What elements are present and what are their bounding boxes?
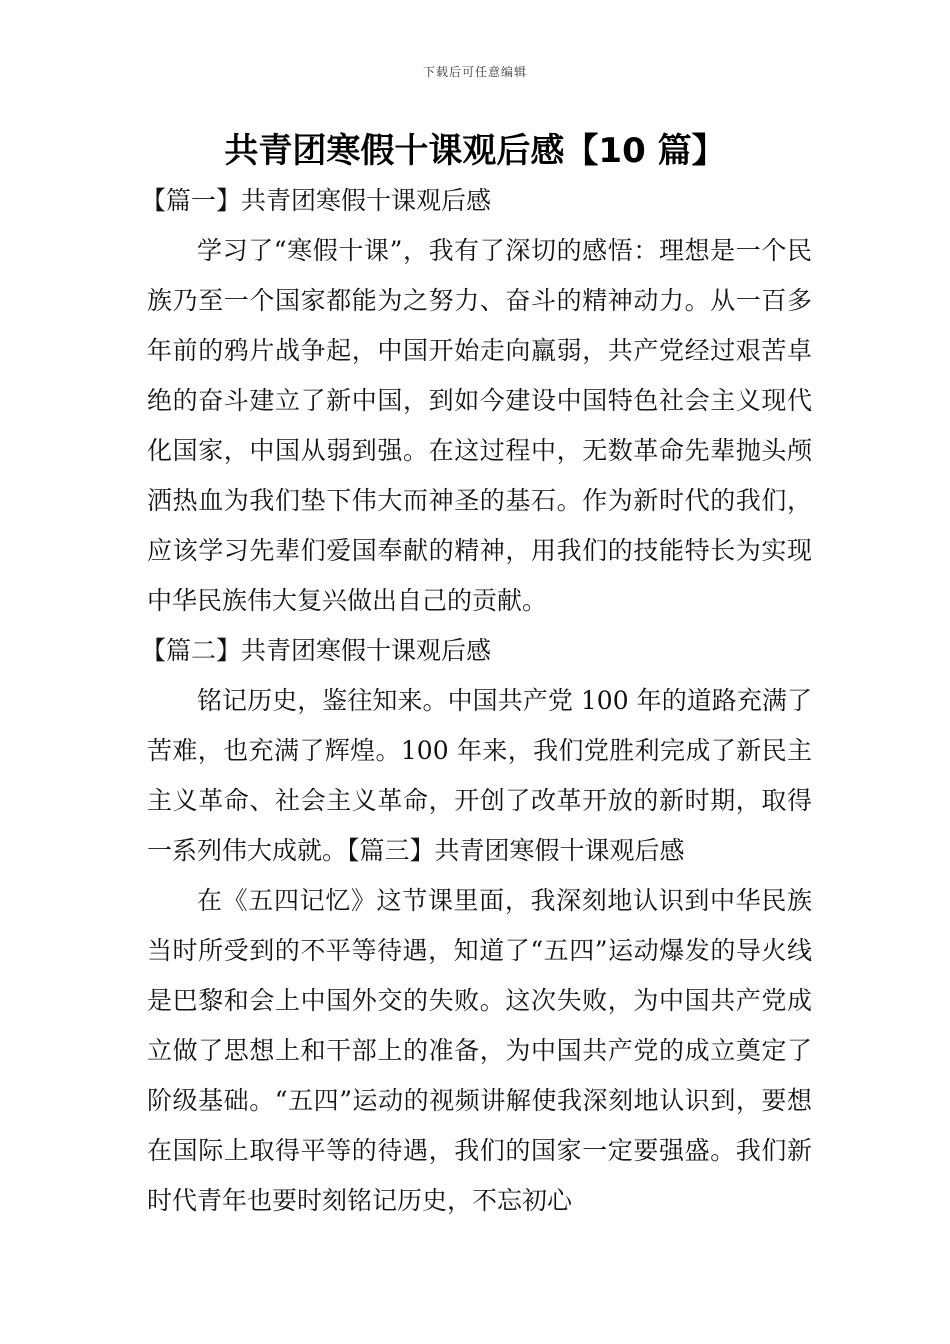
document-body (141, 176, 812, 1226)
section-heading-2: 【篇二】共青团寒假十课观后感 (141, 636, 492, 665)
header-note: 下载后可任意编辑 (422, 65, 527, 79)
section-body-1: 学习了“寒假十课”，我有了深切的感悟：理想是一个民族乃至一个国家都能为之努力、奋斗的精神动力。从一百多年前的鸦片战争起，中国开始走向羸弱，共产党经过艰苦卓绝的奋斗建立了新中国，到如今建设中国特色社会主义现代化国家，中国从弱到强。在这过程中，无数革命先辈抛头颅洒热血为我们垫下伟大而神圣的基石。作为新时代的我们，应该学习先辈们爱国奉献的精神，用我们的技能特长为实现中华民族伟大复兴做出自己的贡献。 (147, 236, 812, 615)
section-body-2-text: 铭记历史，鉴往知来。中国共产党 100 年的道路充满了苦难，也充满了辉煌。100 年来，我们党胜利完成了新民主主义革命、社会主义革命，开创了改革开放的新时期，取得一系列伟大成就。 (147, 686, 812, 865)
section-heading-3: 【篇三】共青团寒假十课观后感 (347, 836, 685, 865)
section-body-2 (147, 676, 812, 876)
section-heading-1: 【篇一】共青团寒假十课观后感 (141, 186, 492, 215)
document-title: 共青团寒假十课观后感【10 篇】 (224, 131, 726, 171)
section-body-3: 在《五四记忆》这节课里面，我深刻地认识到中华民族当时所受到的不平等待遇，知道了“五四”运动爆发的导火线是巴黎和会上中国外交的失败。这次失败，为中国共产党成立做了思想上和干部上的准备，为中国共产党的成立奠定了阶级基础。“五四”运动的视频讲解使我深刻地认识到，要想在国际上取得平等的待遇，我们的国家一定要强盛。我们新时代青年也要时刻铭记历史，不忘初心 (147, 886, 812, 1215)
